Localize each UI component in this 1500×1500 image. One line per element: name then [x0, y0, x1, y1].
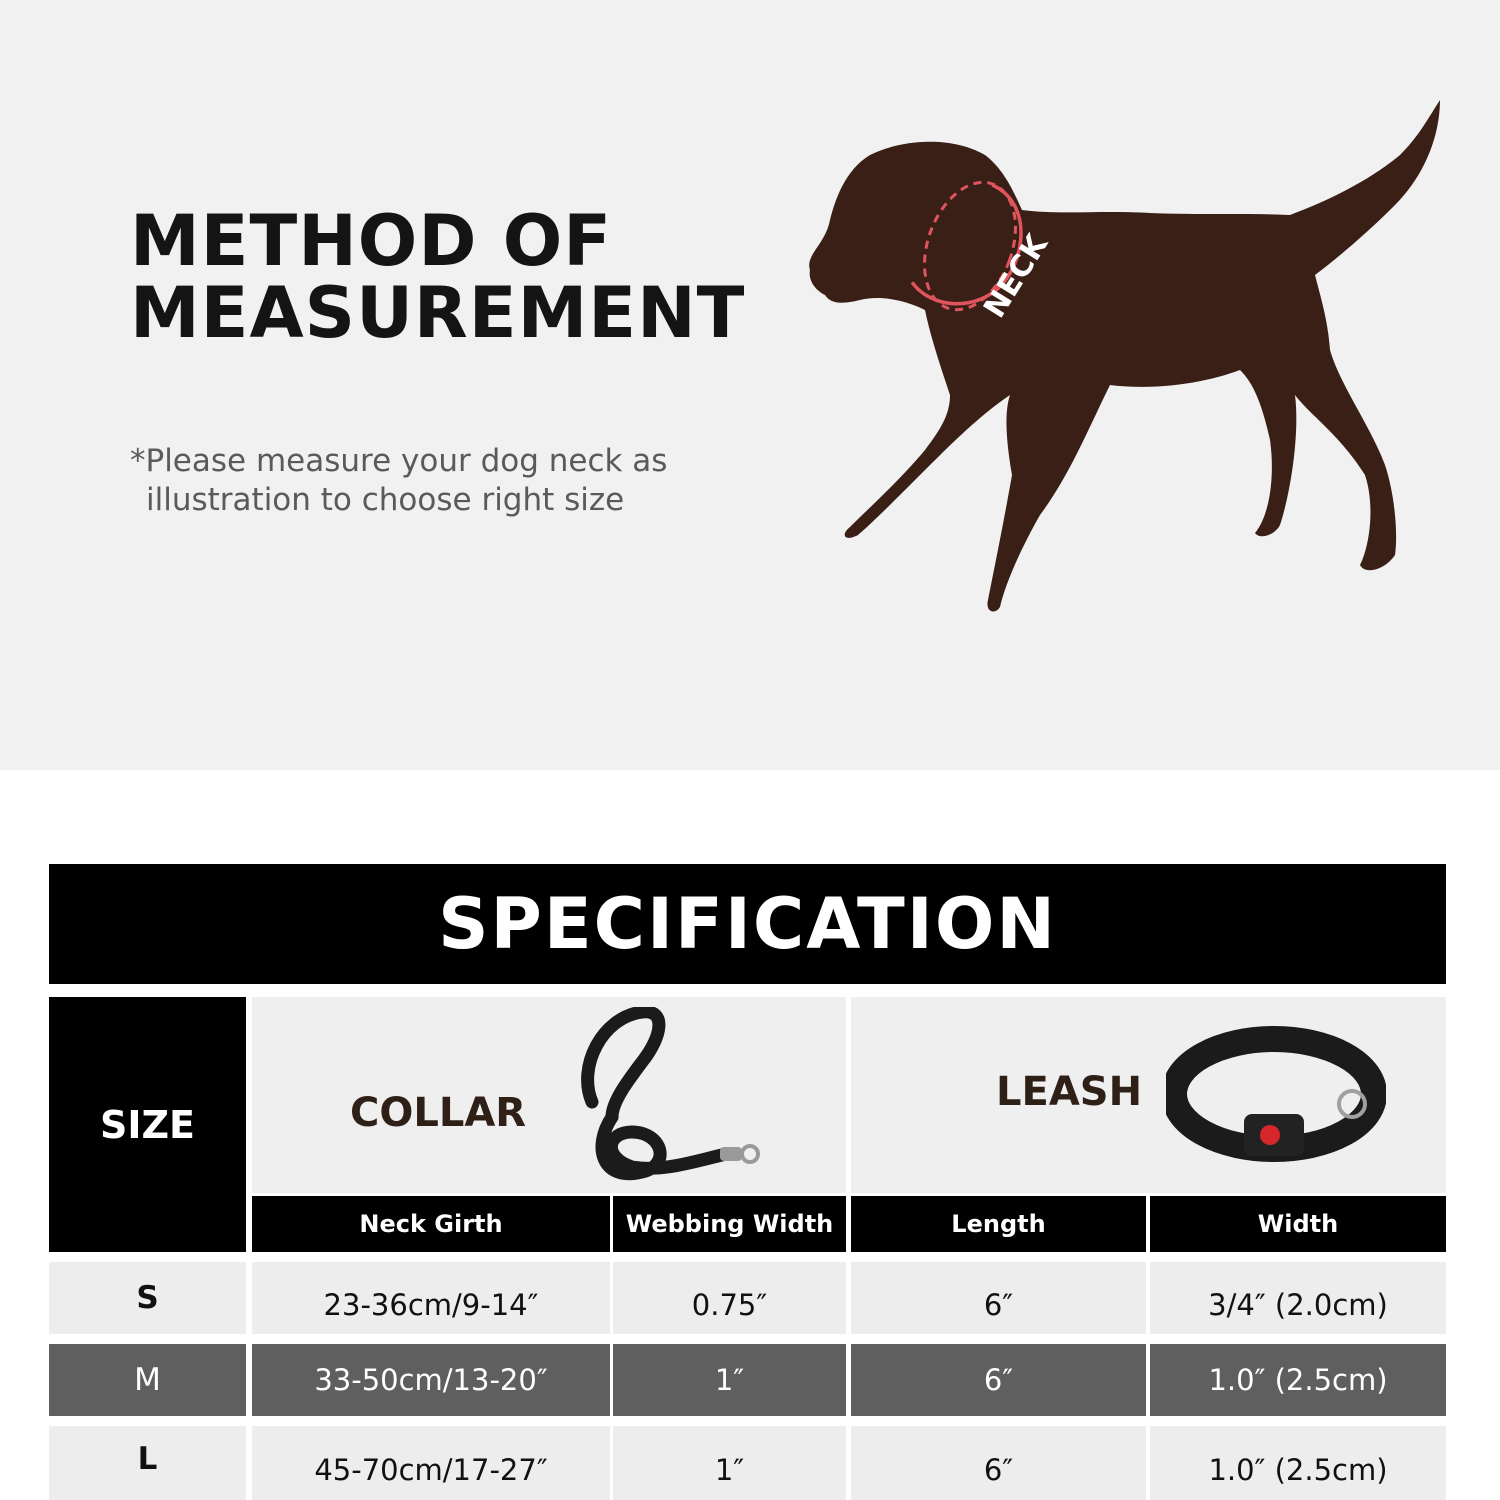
- length-value: 6″: [983, 1453, 1014, 1487]
- table-row-m-neck-girth: [252, 1344, 610, 1416]
- size-value: S: [136, 1280, 159, 1316]
- dog-body: [809, 100, 1440, 611]
- leash-clip-ring: [742, 1146, 758, 1162]
- size-header-cell: [49, 997, 246, 1252]
- column-header-length: [851, 1196, 1146, 1252]
- measurement-note: [130, 442, 667, 520]
- leash-clip: [720, 1147, 742, 1161]
- table-row-m-length: [851, 1344, 1146, 1416]
- dog-silhouette-illustration: [800, 95, 1460, 625]
- collar-header-cell: [252, 997, 846, 1193]
- leash-loop: [588, 1012, 659, 1117]
- measurement-note-line1: *Please measure your dog neck as: [130, 443, 668, 479]
- webbing-width-value: 0.75″: [691, 1288, 768, 1322]
- table-row-l-size: [49, 1426, 246, 1500]
- neck-girth-value: 33-50cm/13-20″: [314, 1363, 548, 1397]
- collar-label: COLLAR: [350, 1090, 527, 1136]
- table-row-s-size: [49, 1262, 246, 1334]
- specification-title: SPECIFICATION: [438, 883, 1057, 965]
- neck-girth-value: 45-70cm/17-27″: [314, 1453, 548, 1487]
- measurement-title-line2: MEASUREMENT: [130, 272, 746, 354]
- size-value: L: [137, 1441, 158, 1477]
- table-row-l-neck-girth: [252, 1426, 610, 1500]
- length-value: 6″: [983, 1288, 1014, 1322]
- measurement-title: [130, 200, 746, 354]
- column-label-webbing-width: Webbing Width: [625, 1210, 834, 1238]
- measurement-note-line2: illustration to choose right size: [146, 482, 625, 518]
- table-row-s-length: [851, 1262, 1146, 1334]
- measurement-title-line1: METHOD OF: [130, 200, 613, 282]
- webbing-width-value: 1″: [714, 1453, 745, 1487]
- width-value: 1.0″ (2.5cm): [1208, 1453, 1388, 1487]
- size-value: M: [134, 1362, 161, 1398]
- column-label-width: Width: [1257, 1210, 1339, 1238]
- leash-label: LEASH: [996, 1069, 1143, 1115]
- webbing-width-value: 1″: [714, 1363, 745, 1397]
- length-value: 6″: [983, 1363, 1014, 1397]
- width-value: 3/4″ (2.0cm): [1208, 1288, 1388, 1322]
- specification-title-bar: [49, 864, 1446, 984]
- collar-product-image: [1166, 1022, 1386, 1162]
- neck-girth-value: 23-36cm/9-14″: [323, 1288, 539, 1322]
- table-row-s-webbing-width: [613, 1262, 846, 1334]
- table-row-l-length: [851, 1426, 1146, 1500]
- table-row-m-size: [49, 1344, 246, 1416]
- table-row-l-webbing-width: [613, 1426, 846, 1500]
- neck-label: NECK: [977, 228, 1055, 325]
- table-row-s-neck-girth: [252, 1262, 610, 1334]
- size-header: SIZE: [99, 1102, 196, 1147]
- leash-strap: [602, 1117, 722, 1174]
- column-header-webbing-width: [613, 1196, 846, 1252]
- table-row-m-webbing-width: [613, 1344, 846, 1416]
- column-header-neck-girth: [252, 1196, 610, 1252]
- column-label-neck-girth: Neck Girth: [359, 1210, 503, 1238]
- collar-buckle-button: [1260, 1125, 1280, 1145]
- column-label-length: Length: [951, 1210, 1046, 1238]
- table-row-l-width: [1150, 1426, 1446, 1500]
- table-row-m-width: [1150, 1344, 1446, 1416]
- width-value: 1.0″ (2.5cm): [1208, 1363, 1388, 1397]
- column-header-width: [1150, 1196, 1446, 1252]
- leash-product-image: [572, 1007, 762, 1187]
- table-row-s-width: [1150, 1262, 1446, 1334]
- leash-header-cell: [851, 997, 1446, 1193]
